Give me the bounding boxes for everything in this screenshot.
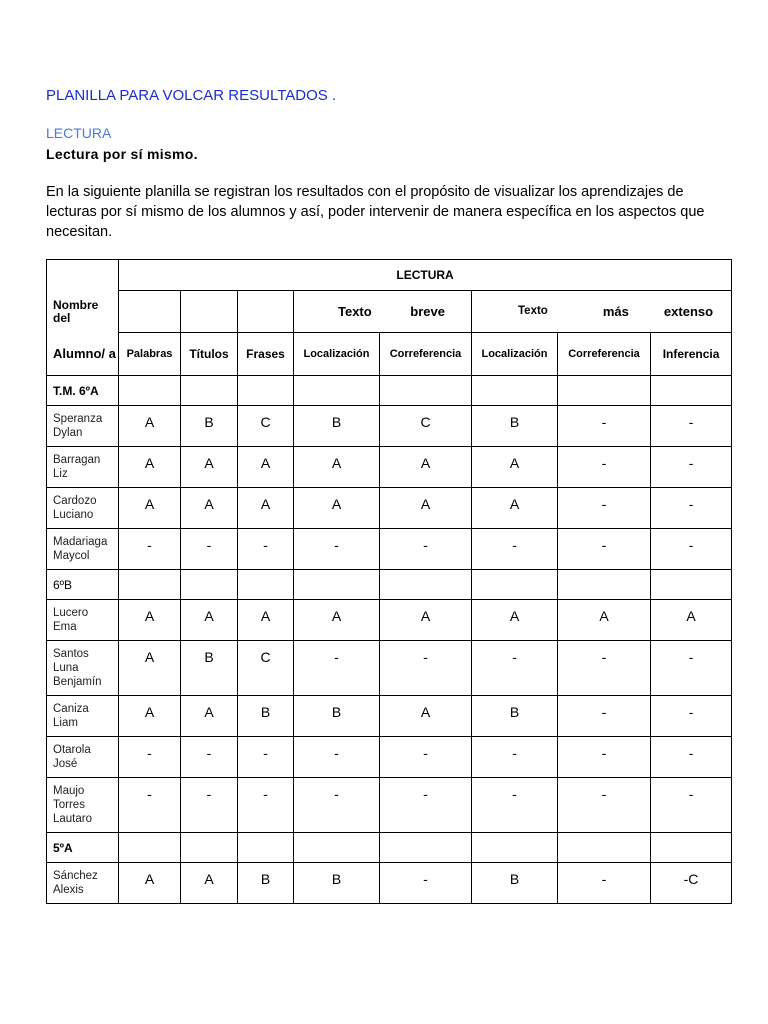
student-name: Sánchez Alexis [47, 863, 119, 904]
result-cell: - [119, 737, 181, 778]
result-cell: - [294, 641, 380, 696]
result-cell: - [380, 737, 472, 778]
result-cell: - [472, 737, 558, 778]
header-empty-cell [238, 291, 294, 333]
header-group-long-text [472, 291, 732, 333]
header-name-line2: Alumno/ a [47, 333, 119, 376]
result-cell: - [651, 529, 732, 570]
empty-cell [558, 376, 651, 406]
group-label: T.M. 6ºA [47, 376, 119, 406]
result-cell: B [472, 406, 558, 447]
result-cell: - [651, 737, 732, 778]
result-cell: - [119, 778, 181, 833]
result-cell: A [181, 696, 238, 737]
result-cell: - [181, 778, 238, 833]
empty-cell [472, 570, 558, 600]
group-label: 6ºB [47, 570, 119, 600]
result-cell: A [119, 863, 181, 904]
empty-cell [119, 376, 181, 406]
result-cell: C [238, 641, 294, 696]
result-cell: - [651, 696, 732, 737]
result-cell: A [238, 488, 294, 529]
empty-cell [181, 570, 238, 600]
header-group-short-text [294, 291, 472, 333]
result-cell: A [238, 447, 294, 488]
student-name: Otarola José [47, 737, 119, 778]
student-name: Barragan Liz [47, 447, 119, 488]
result-cell: - [651, 488, 732, 529]
result-cell: C [238, 406, 294, 447]
result-cell: A [472, 447, 558, 488]
table-body [47, 376, 732, 904]
result-cell: - [651, 406, 732, 447]
result-cell: - [119, 529, 181, 570]
empty-cell [558, 570, 651, 600]
result-cell: A [119, 488, 181, 529]
empty-cell [651, 570, 732, 600]
result-cell: - [558, 696, 651, 737]
result-cell: - [558, 447, 651, 488]
result-cell: A [181, 863, 238, 904]
result-cell: - [558, 488, 651, 529]
result-cell: - [380, 529, 472, 570]
empty-cell [294, 570, 380, 600]
result-cell: - [472, 641, 558, 696]
table-row [47, 641, 732, 696]
result-cell: - [558, 778, 651, 833]
group-row [47, 833, 732, 863]
empty-cell [181, 833, 238, 863]
empty-cell [651, 376, 732, 406]
result-cell: A [380, 447, 472, 488]
result-cell: A [181, 488, 238, 529]
empty-cell [119, 570, 181, 600]
document-title: PLANILLA PARA VOLCAR RESULTADOS . [46, 87, 337, 104]
empty-cell [380, 833, 472, 863]
column-header: Correferencia [558, 333, 651, 376]
result-cell: - [294, 778, 380, 833]
result-cell: - [558, 641, 651, 696]
result-cell: - [558, 406, 651, 447]
table-row [47, 696, 732, 737]
result-cell: B [181, 406, 238, 447]
result-cell: - [651, 447, 732, 488]
result-cell: B [181, 641, 238, 696]
empty-cell [238, 376, 294, 406]
result-cell: - [181, 737, 238, 778]
empty-cell [380, 570, 472, 600]
result-cell: A [119, 600, 181, 641]
result-cell: - [472, 778, 558, 833]
empty-cell [238, 833, 294, 863]
student-name: Lucero Ema [47, 600, 119, 641]
result-cell: A [181, 447, 238, 488]
results-table [46, 259, 732, 904]
result-cell: - [380, 778, 472, 833]
group-long-word1: Texto [518, 304, 548, 317]
student-name: Santos Luna Benjamín [47, 641, 119, 696]
group-long-word2: más [602, 304, 629, 319]
table-row [47, 778, 732, 833]
result-cell: A [294, 447, 380, 488]
result-cell: - [294, 529, 380, 570]
table-row [47, 737, 732, 778]
result-cell: - [181, 529, 238, 570]
result-cell: - [472, 529, 558, 570]
empty-cell [294, 376, 380, 406]
section-label: LECTURA [46, 125, 112, 141]
result-cell: A [294, 600, 380, 641]
result-cell: A [119, 641, 181, 696]
header-empty-cell [181, 291, 238, 333]
column-header: Títulos [181, 333, 238, 376]
header-empty-cell [119, 291, 181, 333]
empty-cell [472, 833, 558, 863]
group-row [47, 570, 732, 600]
result-cell: - [651, 641, 732, 696]
result-cell: B [472, 863, 558, 904]
result-cell: B [238, 696, 294, 737]
student-name: Caniza Liam [47, 696, 119, 737]
column-header: Localización [472, 333, 558, 376]
result-cell: - [294, 737, 380, 778]
column-header: Frases [238, 333, 294, 376]
result-cell: B [294, 406, 380, 447]
group-label: 5ºA [47, 833, 119, 863]
group-long-word3: extenso [663, 304, 714, 319]
group-row [47, 376, 732, 406]
result-cell: - [238, 529, 294, 570]
result-cell: A [651, 600, 732, 641]
group-short-word2: breve [410, 304, 445, 319]
table-row [47, 406, 732, 447]
result-cell: B [472, 696, 558, 737]
result-cell: A [294, 488, 380, 529]
result-cell: - [238, 737, 294, 778]
empty-cell [294, 833, 380, 863]
empty-cell [651, 833, 732, 863]
result-cell: - [380, 641, 472, 696]
table-row [47, 529, 732, 570]
result-cell: C [380, 406, 472, 447]
document-subtitle: Lectura por sí mismo. [46, 146, 198, 162]
column-header: Palabras [119, 333, 181, 376]
column-header: Correferencia [380, 333, 472, 376]
result-cell: B [294, 863, 380, 904]
header-lectura: LECTURA [119, 260, 732, 291]
result-cell: B [238, 863, 294, 904]
column-header: Localización [294, 333, 380, 376]
intro-paragraph: En la siguiente planilla se registran los resultados con el propósito de visualizar los aprendizajes de lecturas por sí mismo de los alumnos y así, poder intervenir de manera específica en los aspectos que necesitan. [46, 184, 705, 240]
result-cell: - [558, 529, 651, 570]
table-row [47, 447, 732, 488]
result-cell: A [380, 600, 472, 641]
result-cell: - [651, 778, 732, 833]
result-cell: - [380, 863, 472, 904]
result-cell: A [119, 447, 181, 488]
student-name: Cardozo Luciano [47, 488, 119, 529]
column-header: Inferencia [651, 333, 732, 376]
result-cell: -C [651, 863, 732, 904]
result-cell: A [558, 600, 651, 641]
result-cell: A [119, 696, 181, 737]
empty-cell [181, 376, 238, 406]
result-cell: A [181, 600, 238, 641]
student-name: Speranza Dylan [47, 406, 119, 447]
result-cell: A [119, 406, 181, 447]
result-cell: A [380, 488, 472, 529]
result-cell: A [472, 488, 558, 529]
student-name: Madariaga Maycol [47, 529, 119, 570]
group-short-word1: Texto [338, 304, 372, 319]
empty-cell [558, 833, 651, 863]
result-cell: - [558, 737, 651, 778]
result-cell: A [380, 696, 472, 737]
empty-cell [119, 833, 181, 863]
result-cell: B [294, 696, 380, 737]
result-cell: A [472, 600, 558, 641]
result-cell: A [238, 600, 294, 641]
empty-cell [472, 376, 558, 406]
header-corner [47, 260, 119, 291]
table-row [47, 600, 732, 641]
empty-cell [380, 376, 472, 406]
result-cell: - [238, 778, 294, 833]
table-header [47, 260, 732, 376]
header-name-line1: Nombre del [47, 291, 119, 333]
student-name: Maujo Torres Lautaro [47, 778, 119, 833]
result-cell: - [558, 863, 651, 904]
table-row [47, 863, 732, 904]
table-row [47, 488, 732, 529]
empty-cell [238, 570, 294, 600]
